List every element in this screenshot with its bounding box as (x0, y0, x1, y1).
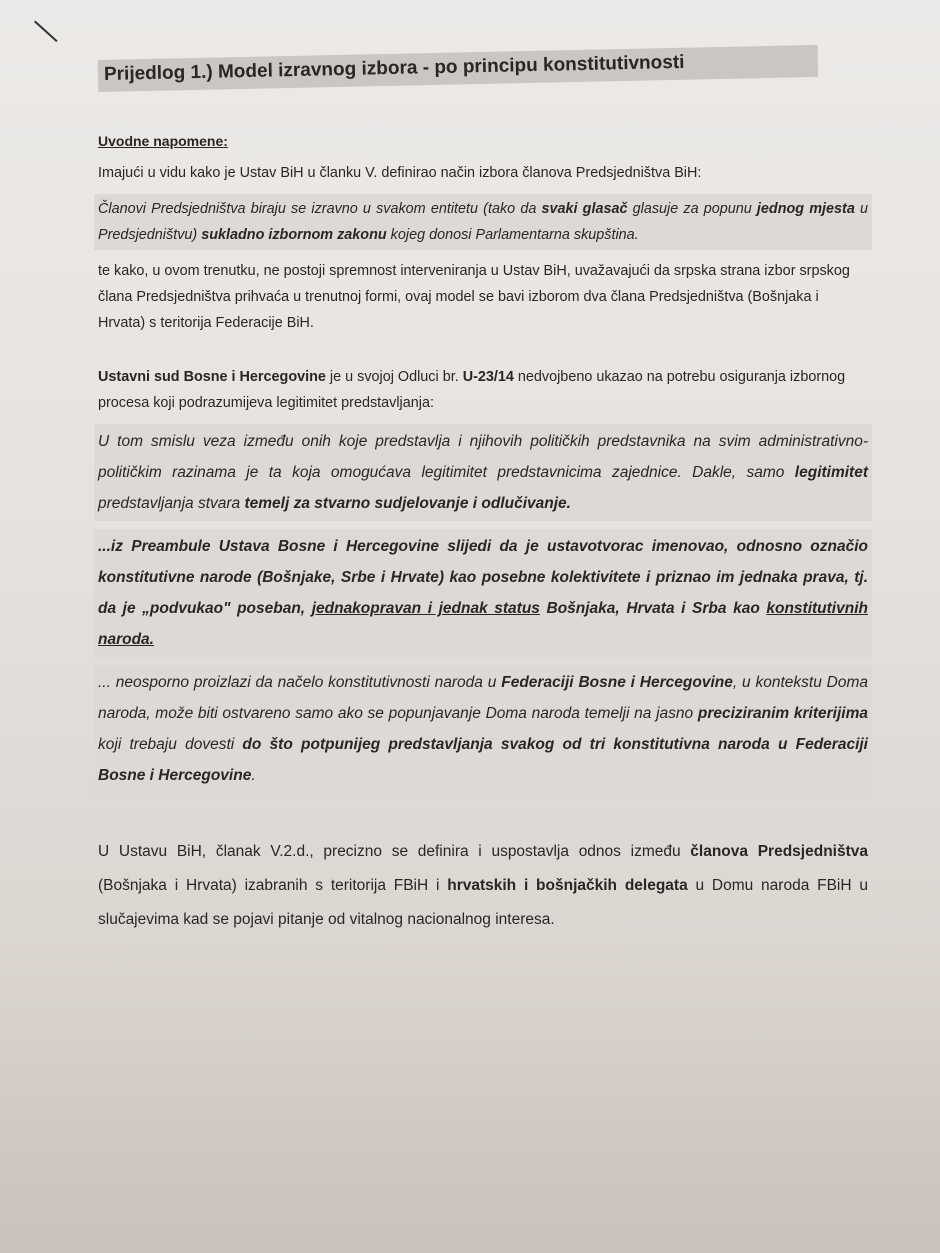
bold-text: ...iz Preambule Ustava Bosne i Hercegovine slijedi da je ustavotvorac imenovao, odnosno označio konstitutivne narode (Bošnjake, Srbe i Hrvate) kao posebne kolektivitete i priznao im jednaka prava, tj. da je „podvukao" poseban, (98, 538, 868, 617)
text: , u kontekstu Doma naroda, može biti ostvareno samo ako se popunjavanje Doma naroda temelji na jasno (98, 674, 869, 722)
section-heading (98, 128, 868, 154)
quote-federation (94, 665, 872, 793)
text: Članovi Predsjedništva biraju se izravno u svakom entitetu (tako da (98, 201, 542, 217)
bold-text: Bošnjaka, Hrvata i Srba kao (539, 600, 767, 617)
text: kojeg donosi Parlamentarna skupština. (386, 227, 639, 243)
bold-text: do što potpunijeg predstavljanja svakog od tri konstitutivna naroda u Federaciji Bosne i Hercegovine (98, 736, 868, 784)
bold-text: članova Predsjedništva (690, 843, 868, 860)
bold-text: svaki glasač (541, 201, 628, 217)
quote-legitimacy (94, 424, 872, 521)
paragraph-constitutional-court (98, 364, 868, 416)
text: (Bošnjaka i Hrvata) izabranih s teritorija FBiH i (98, 877, 448, 894)
text: je u svojoj Odluci br. (325, 369, 463, 385)
section-heading-text: Uvodne napomene (98, 133, 224, 149)
underlined-text: konstitutivnih naroda. (98, 600, 868, 648)
text: U Ustavu BiH, članak V.2.d., precizno se definira i uspostavlja odnos između (98, 843, 691, 860)
bold-text: temelj za stvarno sudjelovanje i odlučivanje. (244, 495, 571, 512)
pen-mark (34, 21, 58, 43)
document-title: Prijedlog 1.) Model izravnog izbora - po principu konstitutivnosti (103, 51, 685, 85)
bold-text: jednog mjesta (756, 201, 855, 217)
paragraph-article-v2d (98, 835, 868, 937)
text: . (251, 767, 256, 784)
text: U tom smislu veza između onih koje predstavlja i njihovih političkih predstavnika na svim administrativno-političkim razinama je ta koja omogućava legitimitet predstavnicima zajednice. Dakle, samo (98, 433, 868, 481)
bold-text: legitimitet (794, 464, 868, 481)
bold-text: Ustavni sud Bosne i Hercegovine (98, 369, 326, 385)
text: ... neosporno proizlazi da načelo konstitutivnosti naroda u (98, 674, 502, 691)
text: u Domu naroda FBiH u slučajevima kad se pojavi pitanje od vitalnog nacionalnog interesa. (98, 877, 868, 928)
bold-text: sukladno izbornom zakonu (201, 227, 387, 243)
bold-text: preciziranim kriterijima (697, 705, 868, 722)
decision-number: U-23/14 (462, 369, 514, 385)
bold-text: hrvatskih i bošnjačkih delegata (447, 877, 688, 894)
text: predstavljanja stvara (98, 495, 245, 512)
paragraph-serbian-side: te kako, u ovom trenutku, ne postoji spremnost interveniranja u Ustav BiH, uvažavajući da srpska strana izbor srpskog člana Predsjedništva prihvaća u trenutnoj formi, ovaj model se bavi izborom dva člana Predsjedništva (Bošnjaka i Hrvata) s teritorija Federacije BiH. (98, 263, 850, 331)
quote-preamble (94, 529, 872, 657)
text: u Predsjedništvu) (98, 201, 868, 243)
underlined-text: jednakopravan i jednak status (311, 600, 540, 617)
quote-constitution (94, 194, 872, 250)
text: glasuje za popunu (627, 201, 757, 217)
bold-text: Federaciji Bosne i Hercegovine (501, 674, 733, 691)
text: koji trebaju dovesti (98, 736, 243, 753)
intro-paragraph: Imajući u vidu kako je Ustav BiH u članku V. definirao način izbora članova Predsjedništva BiH: (98, 165, 702, 181)
document-body (98, 128, 868, 945)
text: nedvojbeno ukazao na potrebu osiguranja izbornog procesa koji podrazumijeva legitimitet predstavljanja: (98, 369, 846, 411)
section-heading-colon: : (223, 133, 228, 149)
